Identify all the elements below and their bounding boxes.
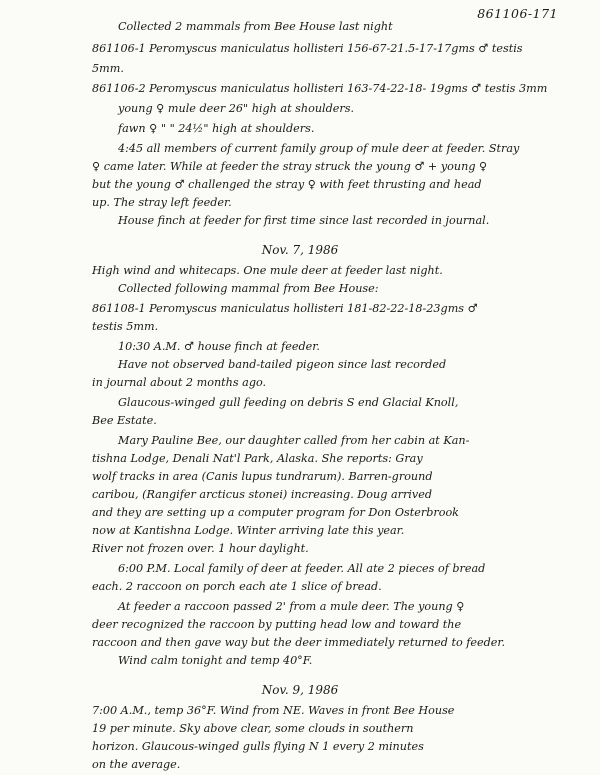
journal-line: testis 5mm. [92, 320, 159, 333]
journal-line: Bee Estate. [92, 414, 157, 427]
page-id: 861106-171 [477, 6, 558, 21]
journal-line: up. The stray left feeder. [92, 196, 232, 209]
journal-line: raccoon and then gave way but the deer immediately returned to feeder. [92, 636, 506, 649]
journal-line: 861106-1 Peromyscus maniculatus hollisteri 156-67-21.5-17-17gms ♂ testis [92, 42, 523, 55]
journal-line: 4:45 all members of current family group of mule deer at feeder. Stray [118, 142, 520, 155]
journal-line: horizon. Glaucous-winged gulls flying N 1 every 2 minutes [92, 740, 424, 753]
date-heading: Nov. 9, 1986 [261, 683, 339, 697]
journal-line: House finch at feeder for first time since last recorded in journal. [118, 214, 490, 227]
journal-line: tishna Lodge, Denali Nat'l Park, Alaska. She reports: Gray [92, 452, 423, 465]
journal-line: but the young ♂ challenged the stray ♀ with feet thrusting and head [92, 178, 482, 191]
journal-line: wolf tracks in area (Canis lupus tundrarum). Barren-ground [92, 470, 433, 483]
journal-line: young ♀ mule deer 26" high at shoulders. [118, 102, 355, 115]
journal-line: deer recognized the raccoon by putting head low and toward the [92, 618, 462, 631]
journal-line: Mary Pauline Bee, our daughter called from her cabin at Kan- [118, 434, 470, 447]
journal-line: 5mm. [92, 62, 124, 75]
journal-line: 861106-2 Peromyscus maniculatus hollisteri 163-74-22-18- 19gms ♂ testis 3mm [92, 82, 548, 95]
journal-line: fawn ♀ " " 24½" high at shoulders. [118, 122, 315, 135]
journal-line: 19 per minute. Sky above clear, some clouds in southern [92, 722, 414, 735]
date-heading: Nov. 7, 1986 [261, 243, 339, 257]
journal-line: 7:00 A.M., temp 36°F. Wind from NE. Waves in front Bee House [92, 704, 455, 717]
journal-line: Collected following mammal from Bee House: [118, 282, 379, 295]
journal-line: Wind calm tonight and temp 40°F. [118, 654, 313, 667]
journal-line: 861108-1 Peromyscus maniculatus hollisteri 181-82-22-18-23gms ♂ [92, 302, 478, 315]
journal-line: High wind and whitecaps. One mule deer at feeder last night. [92, 264, 443, 277]
journal-line: 10:30 A.M. ♂ house finch at feeder. [118, 340, 320, 353]
journal-line: ♀ came later. While at feeder the stray struck the young ♂ + young ♀ [92, 160, 488, 173]
journal-line: River not frozen over. 1 hour daylight. [92, 542, 309, 555]
journal-line: Have not observed band-tailed pigeon since last recorded [118, 358, 447, 371]
journal-line: At feeder a raccoon passed 2' from a mule deer. The young ♀ [118, 600, 465, 613]
journal-line: in journal about 2 months ago. [92, 376, 267, 389]
journal-line: and they are setting up a computer program for Don Osterbrook [92, 506, 459, 519]
journal-line: each. 2 raccoon on porch each ate 1 slice of bread. [92, 580, 382, 593]
journal-line: caribou, (Rangifer arcticus stonei) increasing. Doug arrived [92, 488, 432, 501]
journal-line: on the average. [92, 758, 181, 771]
journal-line: now at Kantishna Lodge. Winter arriving late this year. [92, 524, 405, 537]
journal-line: Collected 2 mammals from Bee House last night [118, 20, 393, 33]
journal-line: 6:00 P.M. Local family of deer at feeder. All ate 2 pieces of bread [118, 562, 486, 575]
journal-line: Glaucous-winged gull feeding on debris S end Glacial Knoll, [118, 396, 459, 409]
